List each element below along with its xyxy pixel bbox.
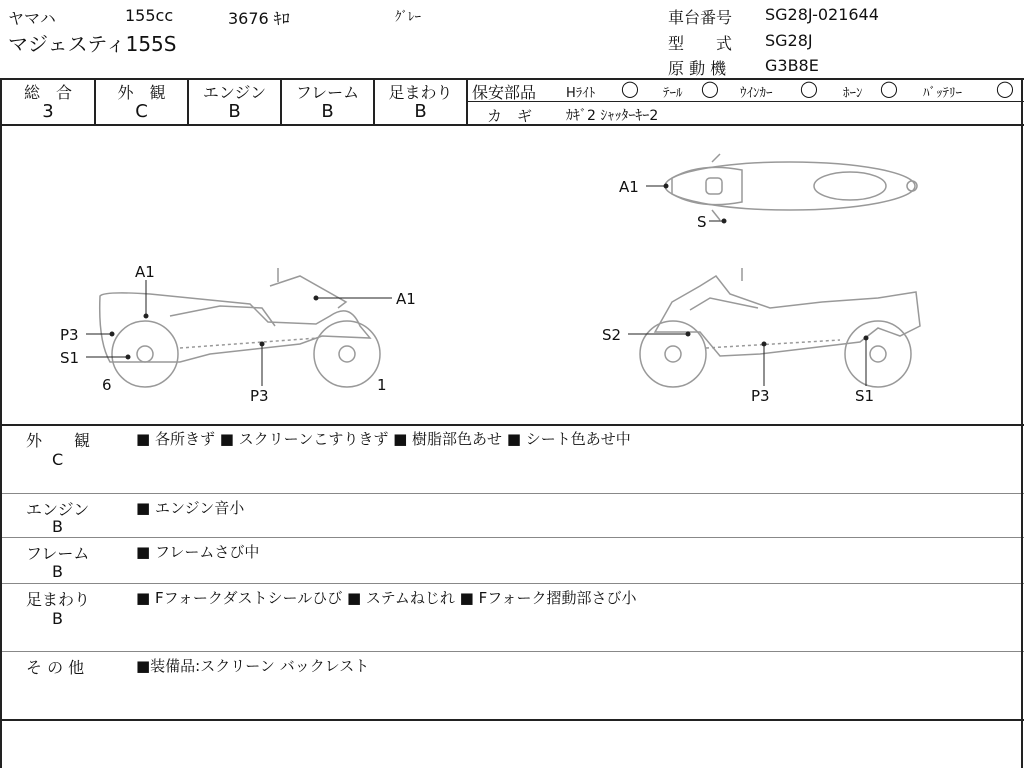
damage-label: A1 xyxy=(396,290,416,308)
circle-check-icon: ◯ xyxy=(621,79,639,98)
damage-diagram xyxy=(0,126,1024,424)
circle-check-icon: ◯ xyxy=(880,79,898,98)
divider xyxy=(0,424,1024,426)
suspension-grade: B xyxy=(414,101,427,122)
safety-label: 保安部品 xyxy=(472,83,537,102)
mileage: 3676 ｷﾛ xyxy=(228,9,290,28)
divider xyxy=(0,537,1024,538)
engine-grade: B xyxy=(228,101,241,122)
headlight-label: Hﾗｲﾄ xyxy=(566,86,596,101)
divider xyxy=(0,493,1024,494)
remark-text: ■装備品:スクリーン バックレスト xyxy=(136,657,370,675)
remark-text: ■ Fフォークダストシールひび ■ ステムねじれ ■ Fフォーク摺動部さび小 xyxy=(136,589,637,607)
total-grade: 3 xyxy=(42,101,54,122)
scooter-left-view xyxy=(100,268,380,387)
divider xyxy=(466,78,468,124)
divider xyxy=(0,651,1024,652)
remark-label: 足まわり xyxy=(26,590,91,609)
damage-label: 6 xyxy=(102,376,112,394)
scooter-top-view xyxy=(665,154,917,220)
remark-grade: B xyxy=(52,562,63,581)
divider xyxy=(466,101,1024,102)
winker-label: ｳｲﾝｶｰ xyxy=(740,86,773,101)
divider xyxy=(0,583,1024,584)
remark-grade: B xyxy=(52,609,63,628)
damage-label: P3 xyxy=(60,326,79,344)
engine-model-label: 原 動 機 xyxy=(668,59,727,78)
battery-label: ﾊﾞｯﾃﾘｰ xyxy=(923,86,962,101)
remark-text: ■ フレームさび中 xyxy=(136,543,260,561)
exterior-grade: C xyxy=(135,101,148,122)
horn-label: ﾎｰﾝ xyxy=(843,86,863,101)
remark-grade: B xyxy=(52,517,63,536)
damage-label: P3 xyxy=(250,387,269,405)
maker: ヤマハ xyxy=(8,9,56,28)
remark-text: ■ エンジン音小 xyxy=(136,499,245,517)
engine-model: G3B8E xyxy=(765,56,819,75)
total-label: 総 合 xyxy=(23,83,72,102)
exterior-label: 外 観 xyxy=(117,83,166,102)
engine-label: エンジン xyxy=(202,83,267,102)
key-value: ｶｷﾞ2 ｼｬｯﾀｰｷｰ2 xyxy=(566,108,659,124)
key-label: カ ギ xyxy=(487,107,533,125)
divider xyxy=(0,719,1024,721)
remark-label: フレーム xyxy=(26,544,90,563)
damage-label: A1 xyxy=(619,178,639,196)
damage-label: S1 xyxy=(855,387,875,405)
remark-grade: C xyxy=(52,450,64,469)
remark-label: エンジン xyxy=(26,500,90,519)
displacement: 155cc xyxy=(125,6,174,25)
frame-label: フレーム xyxy=(295,83,360,102)
circle-check-icon: ◯ xyxy=(996,79,1014,98)
scooter-right-view xyxy=(640,268,920,387)
damage-label: S1 xyxy=(60,349,80,367)
damage-label: A1 xyxy=(135,263,155,281)
type: SG28J xyxy=(765,31,813,50)
color: ｸﾞﾚｰ xyxy=(395,10,421,25)
model-name: マジェスティ155S xyxy=(8,32,177,56)
circle-check-icon: ◯ xyxy=(800,79,818,98)
frame-no: SG28J-021644 xyxy=(765,5,879,24)
frame-no-label: 車台番号 xyxy=(668,8,733,27)
tail-label: ﾃｰﾙ xyxy=(663,86,683,101)
remark-text: ■ 各所きず ■ スクリーンこすりきず ■ 樹脂部色あせ ■ シート色あせ中 xyxy=(136,430,631,448)
suspension-label: 足まわり xyxy=(388,83,453,102)
frame-grade: B xyxy=(321,101,334,122)
remark-label: そ の 他 xyxy=(26,658,85,677)
damage-label: S xyxy=(697,213,707,231)
damage-label: S2 xyxy=(602,326,622,344)
circle-check-icon: ◯ xyxy=(701,79,719,98)
type-label: 型 式 xyxy=(668,34,733,53)
damage-label: P3 xyxy=(751,387,770,405)
remark-label: 外 観 xyxy=(26,431,91,450)
damage-label: 1 xyxy=(377,376,387,394)
